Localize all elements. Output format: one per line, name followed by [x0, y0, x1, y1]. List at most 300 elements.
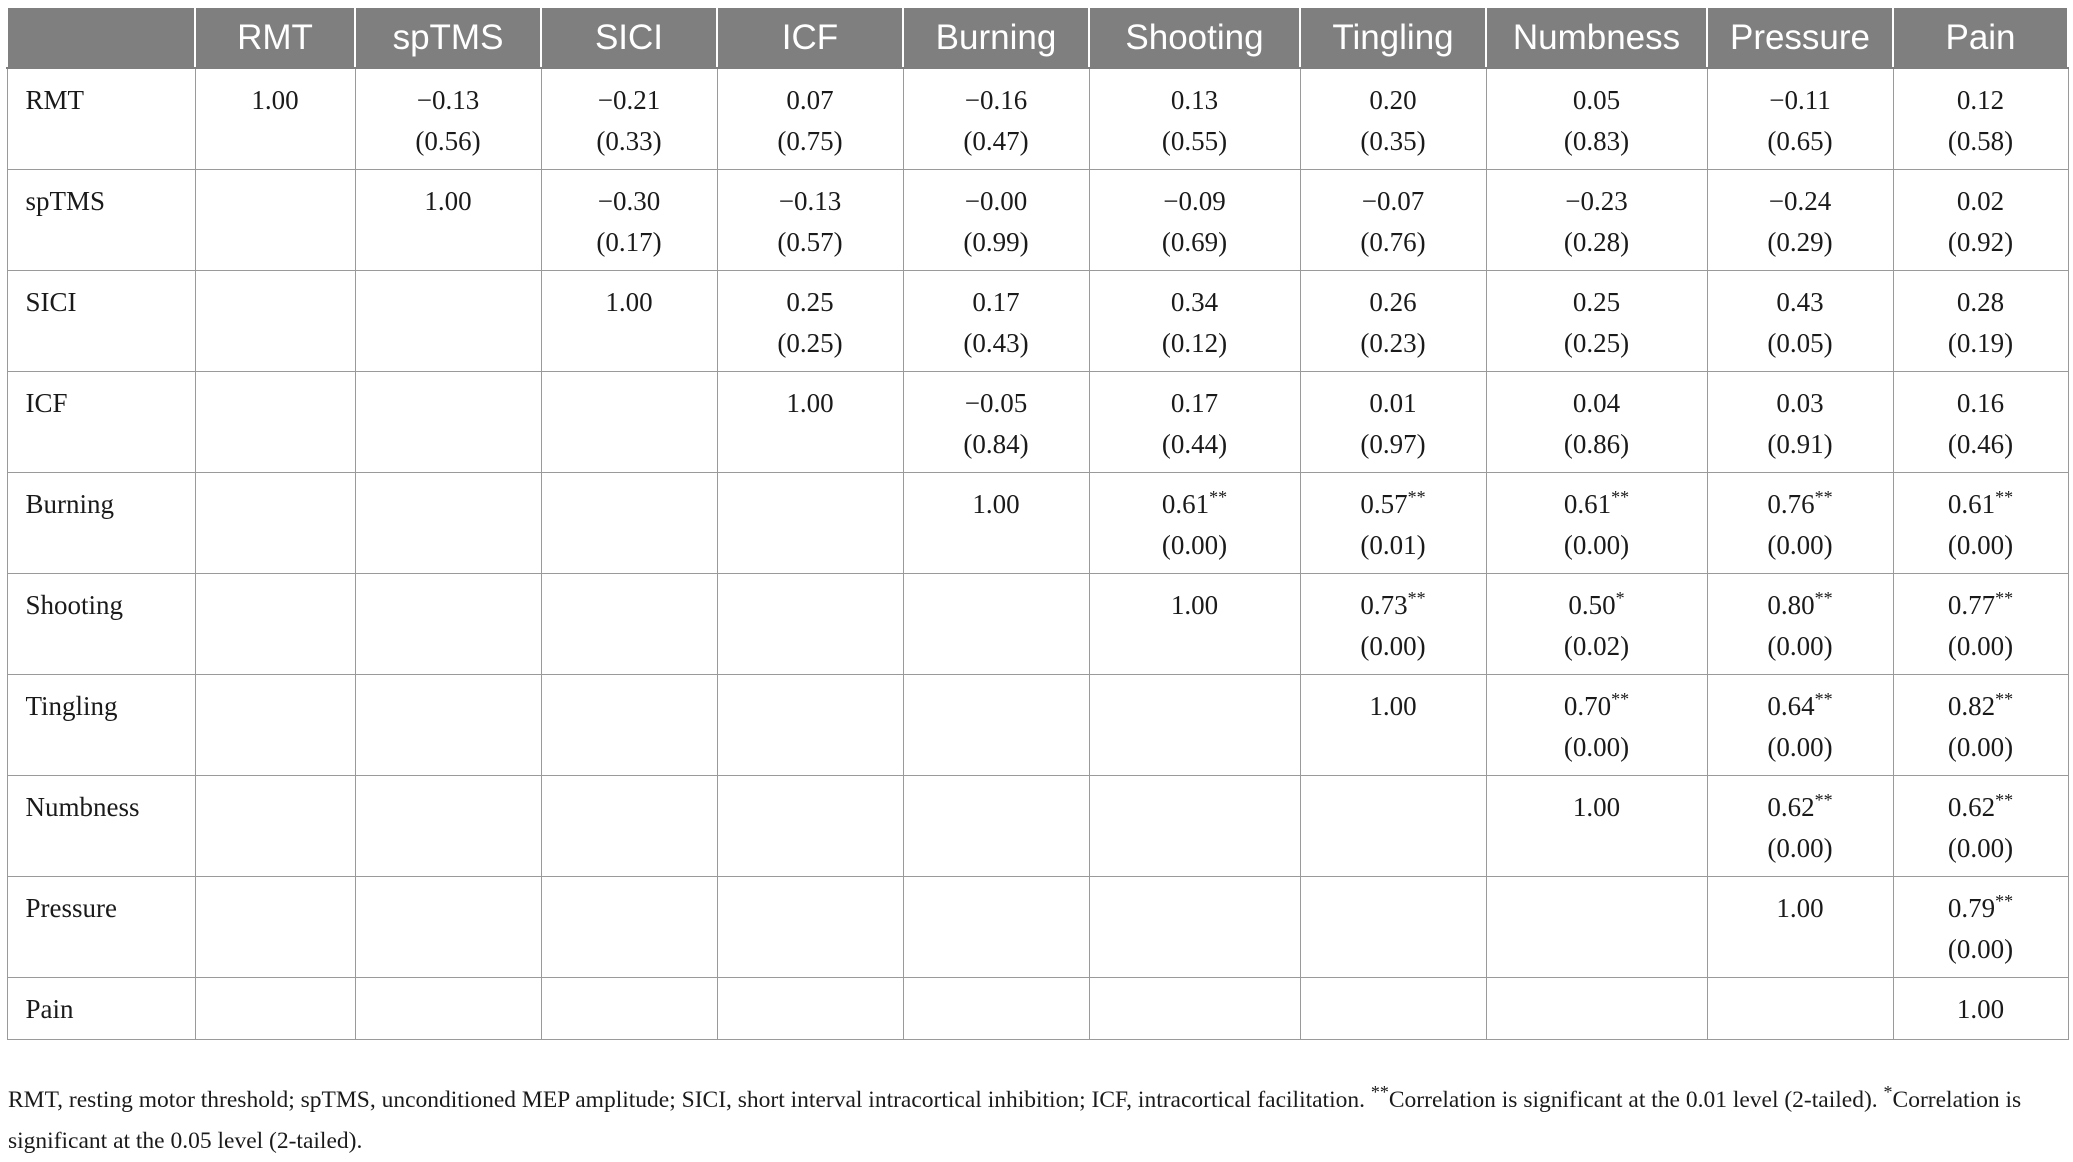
table-cell: [355, 371, 541, 472]
coefficient: 0.17: [972, 286, 1020, 317]
table-row: [7, 371, 2068, 472]
p-value: (0.76): [1360, 226, 1426, 257]
correlation-table: [6, 6, 2069, 1040]
p-value: (0.25): [1563, 327, 1630, 358]
coefficient: 1.00: [786, 387, 834, 418]
p-value: (0.91): [1767, 428, 1833, 459]
table-cell: [195, 977, 355, 1039]
table-cell: [195, 775, 355, 876]
table-cell: [355, 270, 541, 371]
correlation-value: [1305, 282, 1482, 323]
table-cell: [1300, 68, 1486, 169]
table-cell: [1707, 270, 1893, 371]
table-cell: [1089, 573, 1300, 674]
p-value: (0.00): [1563, 731, 1630, 762]
footnote-sig2-mark: *: [1883, 1082, 1893, 1103]
table-cell: [541, 977, 717, 1039]
correlation-value: [908, 181, 1085, 222]
p-value: (0.00): [1947, 832, 2014, 863]
table-header: [7, 7, 2068, 68]
table-cell: [903, 573, 1089, 674]
coefficient: 0.03: [1776, 387, 1824, 418]
table-cell: [1707, 977, 1893, 1039]
coefficient: 0.12: [1956, 85, 2005, 115]
coefficient: −0.13: [778, 185, 842, 216]
p-value: (0.56): [415, 126, 481, 156]
footnote-sig1-mark: **: [1370, 1082, 1389, 1103]
column-header-corner: [7, 7, 195, 68]
table-row: [7, 68, 2068, 169]
significance-marker: **: [1995, 486, 2014, 507]
coefficient: 0.26: [1369, 286, 1417, 317]
table-row: [7, 876, 2068, 977]
p-value: (0.57): [777, 226, 843, 257]
table-cell: [717, 573, 903, 674]
table-cell: [1089, 371, 1300, 472]
table-cell: [1089, 674, 1300, 775]
coefficient: 0.17: [1170, 387, 1219, 418]
column-header: Shooting: [1089, 7, 1300, 68]
significance-marker: **: [1995, 688, 2014, 709]
table-cell: [1089, 169, 1300, 270]
p-value: (0.29): [1767, 226, 1833, 257]
correlation-value: [1491, 787, 1703, 828]
table-row: [7, 977, 2068, 1039]
table-cell: [1893, 371, 2068, 472]
table-cell: [903, 674, 1089, 775]
table-cell: [355, 68, 541, 169]
table-cell: [1893, 472, 2068, 573]
coefficient: 0.25: [1572, 286, 1621, 317]
table-cell: [195, 371, 355, 472]
coefficient: −0.24: [1768, 185, 1832, 216]
table-cell: [355, 775, 541, 876]
p-value: (0.43): [963, 327, 1029, 358]
coefficient: 0.01: [1369, 387, 1417, 418]
column-header: Pressure: [1707, 7, 1893, 68]
table-cell: [1486, 977, 1707, 1039]
p-value: (0.00): [1360, 630, 1426, 661]
coefficient: 0.70: [1563, 690, 1612, 721]
correlation-value: [1491, 282, 1703, 323]
table-cell: [717, 68, 903, 169]
p-value: (0.55): [1161, 126, 1228, 156]
correlation-value: [360, 181, 537, 222]
significance-marker: *: [1615, 587, 1625, 608]
table-row: [7, 573, 2068, 674]
table-cell: [541, 472, 717, 573]
table-cell: [195, 573, 355, 674]
table-cell: [1707, 674, 1893, 775]
table-cell: [355, 472, 541, 573]
table-cell: [1893, 775, 2068, 876]
footnote-sig1-text: Correlation is significant at the 0.01 level (2-tailed).: [1388, 1087, 1878, 1113]
correlation-value: [1491, 181, 1703, 222]
correlation-value: [1712, 686, 1889, 727]
p-value: (0.25): [777, 327, 843, 358]
correlation-value: [722, 181, 899, 222]
significance-marker: **: [1611, 486, 1630, 507]
correlation-value: [1898, 484, 2064, 525]
correlation-value: [1491, 484, 1703, 525]
correlation-value: [1491, 80, 1703, 121]
correlation-value: [722, 282, 899, 323]
correlation-value: [1898, 181, 2064, 222]
table-cell: [717, 371, 903, 472]
table-cell: [903, 977, 1089, 1039]
table-cell: [541, 68, 717, 169]
correlation-value: [1094, 181, 1296, 222]
table-cell: [355, 573, 541, 674]
coefficient: 0.62: [1947, 791, 1996, 822]
p-value: (0.28): [1563, 226, 1630, 257]
correlation-value: [1305, 383, 1482, 424]
table-cell: [1893, 68, 2068, 169]
p-value: (0.12): [1161, 327, 1228, 358]
significance-marker: **: [1814, 486, 1833, 507]
row-label: Tingling: [7, 674, 195, 775]
table-cell: [1707, 573, 1893, 674]
table-cell: [1486, 371, 1707, 472]
coefficient: −0.07: [1361, 185, 1425, 216]
significance-marker: **: [1995, 890, 2014, 911]
table-cell: [195, 876, 355, 977]
table-cell: [1300, 270, 1486, 371]
coefficient: 0.61: [1161, 488, 1210, 519]
table-cell: [1893, 573, 2068, 674]
column-header: Pain: [1893, 7, 2068, 68]
p-value: (0.00): [1947, 933, 2014, 964]
row-label: Shooting: [7, 573, 195, 674]
correlation-value: [1712, 484, 1889, 525]
p-value: (0.00): [1161, 529, 1228, 560]
p-value: (0.46): [1947, 428, 2014, 459]
coefficient: 0.20: [1369, 85, 1417, 115]
correlation-value: [1898, 787, 2064, 828]
p-value: (0.83): [1563, 126, 1630, 156]
coefficient: 1.00: [972, 488, 1020, 519]
table-cell: [195, 270, 355, 371]
correlation-value: [1898, 686, 2064, 727]
table-cell: [541, 775, 717, 876]
table-cell: [1707, 68, 1893, 169]
table-cell: [1893, 674, 2068, 775]
p-value: (0.65): [1767, 126, 1833, 156]
footnote-sig2-text: Correlation is significant at the 0.05 level (2-tailed).: [8, 1087, 2022, 1154]
p-value: (0.00): [1947, 731, 2014, 762]
p-value: (0.84): [963, 428, 1029, 459]
coefficient: 0.50: [1568, 589, 1616, 620]
correlation-value: [722, 383, 899, 424]
p-value: (0.69): [1161, 226, 1228, 257]
correlation-value: [908, 383, 1085, 424]
p-value: (0.17): [596, 226, 662, 257]
p-value: (0.33): [596, 126, 662, 156]
table-cell: [1486, 169, 1707, 270]
correlation-value: [1712, 787, 1889, 828]
coefficient: 0.76: [1767, 488, 1815, 519]
table-cell: [195, 68, 355, 169]
table-cell: [1300, 775, 1486, 876]
column-header: Burning: [903, 7, 1089, 68]
coefficient: 1.00: [1776, 892, 1824, 923]
correlation-value: [1094, 80, 1296, 121]
correlation-value: [908, 282, 1085, 323]
coefficient: 1.00: [1369, 690, 1417, 721]
coefficient: 0.34: [1170, 286, 1219, 317]
column-header: Tingling: [1300, 7, 1486, 68]
table-cell: [541, 876, 717, 977]
significance-marker: **: [1407, 486, 1426, 507]
p-value: (0.35): [1360, 126, 1426, 156]
coefficient: 0.64: [1767, 690, 1815, 721]
correlation-value: [1094, 585, 1296, 626]
correlation-value: [1898, 383, 2064, 424]
correlation-value: [1898, 585, 2064, 626]
table-cell: [1300, 674, 1486, 775]
correlation-value: [1898, 888, 2064, 929]
table-cell: [541, 169, 717, 270]
p-value: (0.99): [963, 226, 1029, 257]
p-value: (0.75): [777, 126, 843, 156]
table-cell: [1300, 472, 1486, 573]
significance-marker: **: [1995, 789, 2014, 810]
table-cell: [1893, 270, 2068, 371]
significance-marker: **: [1209, 486, 1228, 507]
coefficient: −0.16: [964, 85, 1028, 115]
table-cell: [1089, 68, 1300, 169]
correlation-value: [908, 484, 1085, 525]
table-cell: [541, 573, 717, 674]
correlation-value: [1305, 80, 1482, 121]
p-value: (0.97): [1360, 428, 1426, 459]
table-cell: [1089, 775, 1300, 876]
correlation-value: [546, 282, 713, 323]
significance-marker: **: [1611, 688, 1630, 709]
row-label: SICI: [7, 270, 195, 371]
coefficient: 1.00: [1572, 791, 1621, 822]
row-label: spTMS: [7, 169, 195, 270]
coefficient: 0.16: [1956, 387, 2005, 418]
table-cell: [1089, 977, 1300, 1039]
correlation-value: [908, 80, 1085, 121]
table-cell: [1300, 169, 1486, 270]
header-row: [7, 7, 2068, 68]
significance-marker: **: [1814, 789, 1833, 810]
table-cell: [1089, 876, 1300, 977]
table-cell: [1486, 674, 1707, 775]
table-cell: [1089, 270, 1300, 371]
correlation-value: [1898, 282, 2064, 323]
column-header: ICF: [717, 7, 903, 68]
table-cell: [1486, 472, 1707, 573]
table-cell: [903, 270, 1089, 371]
correlation-value: [1898, 989, 2064, 1030]
table-row: [7, 169, 2068, 270]
coefficient: 0.25: [786, 286, 834, 317]
correlation-value: [546, 181, 713, 222]
coefficient: −0.11: [1769, 85, 1831, 115]
table-cell: [1893, 169, 2068, 270]
p-value: (0.05): [1767, 327, 1833, 358]
significance-marker: **: [1407, 587, 1426, 608]
coefficient: 1.00: [1956, 993, 2005, 1024]
coefficient: 0.13: [1170, 85, 1219, 115]
table-cell: [1486, 68, 1707, 169]
coefficient: 0.02: [1956, 185, 2005, 216]
p-value: (0.23): [1360, 327, 1426, 358]
coefficient: 0.77: [1947, 589, 1996, 620]
correlation-value: [1305, 181, 1482, 222]
correlation-value: [1712, 181, 1889, 222]
correlation-value: [1094, 484, 1296, 525]
table-cell: [903, 371, 1089, 472]
p-value: (0.92): [1947, 226, 2014, 257]
p-value: (0.00): [1767, 731, 1833, 762]
correlation-table-container: [6, 6, 2067, 1040]
correlation-value: [1094, 383, 1296, 424]
table-cell: [717, 674, 903, 775]
table-row: [7, 472, 2068, 573]
table-row: [7, 674, 2068, 775]
correlation-value: [1712, 585, 1889, 626]
table-cell: [1707, 876, 1893, 977]
table-cell: [355, 977, 541, 1039]
coefficient: 0.04: [1572, 387, 1621, 418]
coefficient: 1.00: [424, 185, 472, 216]
correlation-value: [546, 80, 713, 121]
table-cell: [717, 977, 903, 1039]
correlation-value: [1094, 282, 1296, 323]
p-value: (0.47): [963, 126, 1029, 156]
table-cell: [1486, 270, 1707, 371]
table-cell: [717, 472, 903, 573]
p-value: (0.00): [1767, 832, 1833, 863]
p-value: (0.02): [1563, 630, 1630, 661]
significance-marker: **: [1814, 688, 1833, 709]
table-cell: [1300, 573, 1486, 674]
column-header: Numbness: [1486, 7, 1707, 68]
coefficient: −0.13: [416, 85, 480, 115]
table-cell: [1300, 876, 1486, 977]
row-label: Pressure: [7, 876, 195, 977]
coefficient: 0.61: [1947, 488, 1996, 519]
coefficient: 0.61: [1563, 488, 1612, 519]
table-cell: [903, 472, 1089, 573]
table-cell: [1486, 775, 1707, 876]
table-cell: [1707, 169, 1893, 270]
coefficient: −0.30: [597, 185, 661, 216]
table-cell: [717, 775, 903, 876]
correlation-value: [722, 80, 899, 121]
table-cell: [541, 270, 717, 371]
table-cell: [1300, 977, 1486, 1039]
table-cell: [195, 472, 355, 573]
table-cell: [1486, 573, 1707, 674]
coefficient: 0.07: [786, 85, 834, 115]
p-value: (0.00): [1767, 529, 1833, 560]
coefficient: 1.00: [251, 85, 299, 115]
correlation-value: [1712, 80, 1889, 121]
correlation-value: [1305, 585, 1482, 626]
coefficient: −0.23: [1565, 185, 1628, 216]
correlation-value: [1712, 888, 1889, 929]
column-header: SICI: [541, 7, 717, 68]
p-value: (0.86): [1563, 428, 1630, 459]
p-value: (0.00): [1947, 529, 2014, 560]
correlation-value: [1491, 383, 1703, 424]
p-value: (0.58): [1947, 126, 2014, 156]
coefficient: 0.73: [1360, 589, 1408, 620]
coefficient: −0.00: [964, 185, 1028, 216]
p-value: (0.44): [1161, 428, 1228, 459]
correlation-value: [200, 80, 351, 121]
table-cell: [1486, 876, 1707, 977]
table-cell: [1300, 371, 1486, 472]
correlation-value: [1898, 80, 2064, 121]
table-cell: [903, 775, 1089, 876]
table-cell: [717, 876, 903, 977]
table-cell: [717, 169, 903, 270]
correlation-value: [1712, 383, 1889, 424]
column-header: spTMS: [355, 7, 541, 68]
table-cell: [195, 674, 355, 775]
coefficient: 0.80: [1767, 589, 1815, 620]
coefficient: 0.05: [1572, 85, 1621, 115]
table-cell: [355, 876, 541, 977]
table-cell: [1089, 472, 1300, 573]
coefficient: −0.09: [1163, 185, 1226, 216]
row-label: ICF: [7, 371, 195, 472]
coefficient: 0.28: [1956, 286, 2005, 317]
correlation-value: [1305, 484, 1482, 525]
coefficient: −0.05: [964, 387, 1028, 418]
row-label: Burning: [7, 472, 195, 573]
significance-marker: **: [1995, 587, 2014, 608]
table-cell: [195, 169, 355, 270]
table-row: [7, 270, 2068, 371]
coefficient: 1.00: [1170, 589, 1219, 620]
coefficient: −0.21: [597, 85, 661, 115]
correlation-value: [360, 80, 537, 121]
p-value: (0.00): [1947, 630, 2014, 661]
table-cell: [1707, 371, 1893, 472]
row-label: Numbness: [7, 775, 195, 876]
coefficient: 0.62: [1767, 791, 1815, 822]
table-row: [7, 775, 2068, 876]
table-cell: [1893, 876, 2068, 977]
p-value: (0.00): [1767, 630, 1833, 661]
table-cell: [903, 876, 1089, 977]
table-cell: [1893, 977, 2068, 1039]
correlation-value: [1712, 282, 1889, 323]
coefficient: 0.43: [1776, 286, 1824, 317]
table-cell: [355, 674, 541, 775]
table-cell: [541, 371, 717, 472]
coefficient: 0.57: [1360, 488, 1408, 519]
table-cell: [1707, 472, 1893, 573]
table-cell: [903, 68, 1089, 169]
correlation-value: [1491, 686, 1703, 727]
table-cell: [1707, 775, 1893, 876]
coefficient: 0.82: [1947, 690, 1996, 721]
row-label: RMT: [7, 68, 195, 169]
coefficient: 0.79: [1947, 892, 1996, 923]
significance-marker: **: [1814, 587, 1833, 608]
table-cell: [717, 270, 903, 371]
footnote-abbreviations: RMT, resting motor threshold; spTMS, unconditioned MEP amplitude; SICI, short interval intracortical inhibition; ICF, intracortical facilitation.: [8, 1087, 1365, 1113]
table-cell: [903, 169, 1089, 270]
